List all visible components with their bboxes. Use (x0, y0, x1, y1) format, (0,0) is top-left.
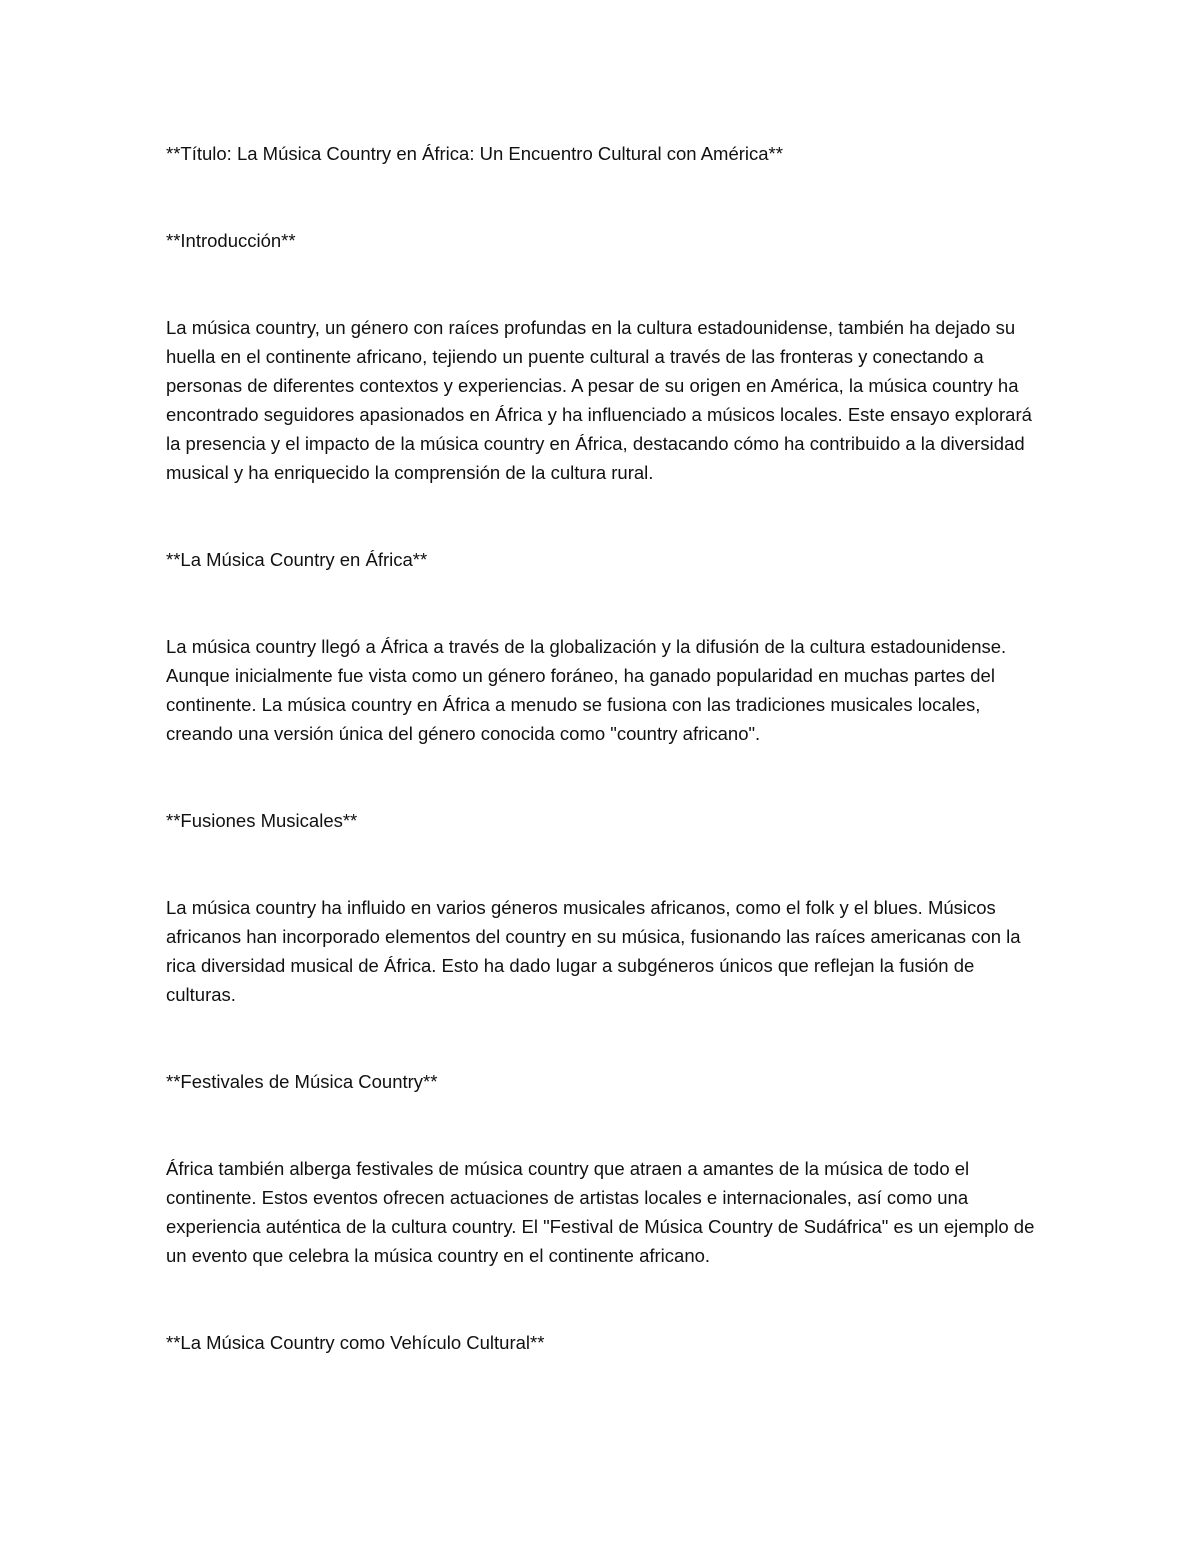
section-heading-festivales: **Festivales de Música Country** (166, 1071, 438, 1092)
spacer (166, 1270, 1046, 1328)
spacer (166, 255, 1046, 313)
section-heading-musica-country-africa: **La Música Country en África** (166, 549, 428, 570)
section-heading-introduccion: **Introducción** (166, 230, 296, 251)
spacer (166, 168, 1046, 226)
document-title: **Título: La Música Country en África: Un Encuentro Cultural con América** (166, 143, 783, 164)
section-paragraph-introduccion: La música country, un género con raíces profundas en la cultura estadounidense, también ha dejado su huella en el continente africano, tejiendo un puente cultural a través de las fronteras y conectando a personas de diferentes contextos y experiencias. A pesar de su origen en América, la música country ha encontrado seguidores apasionados en África y ha influenciado a músicos locales. Este ensayo explorará la presencia y el impacto de la música country en África, destacando cómo ha contribuido a la diversidad musical y ha enriquecido la comprensión de la cultura rural. (166, 317, 1032, 483)
document-body (166, 139, 1046, 1357)
spacer (166, 835, 1046, 893)
section-heading-fusiones-musicales: **Fusiones Musicales** (166, 810, 358, 831)
spacer (166, 1009, 1046, 1067)
spacer (166, 1096, 1046, 1154)
section-heading-vehiculo-cultural: **La Música Country como Vehículo Cultural** (166, 1332, 545, 1353)
section-paragraph-musica-country-africa: La música country llegó a África a través de la globalización y la difusión de la cultura estadounidense. Aunque inicialmente fue vista como un género foráneo, ha ganado popularidad en muchas partes del continente. La música country en África a menudo se fusiona con las tradiciones musicales locales, creando una versión única del género conocida como "country africano". (166, 636, 1007, 744)
section-paragraph-festivales: África también alberga festivales de música country que atraen a amantes de la música de todo el continente. Estos eventos ofrecen actuaciones de artistas locales e internacionales, así como una experiencia auténtica de la cultura country. El "Festival de Música Country de Sudáfrica" es un ejemplo de un evento que celebra la música country en el continente africano. (166, 1158, 1035, 1266)
spacer (166, 748, 1046, 806)
section-paragraph-fusiones-musicales: La música country ha influido en varios géneros musicales africanos, como el folk y el blues. Músicos africanos han incorporado elementos del country en su música, fusionando las raíces americanas con la rica diversidad musical de África. Esto ha dado lugar a subgéneros únicos que reflejan la fusión de culturas. (166, 897, 1021, 1005)
spacer (166, 574, 1046, 632)
spacer (166, 487, 1046, 545)
